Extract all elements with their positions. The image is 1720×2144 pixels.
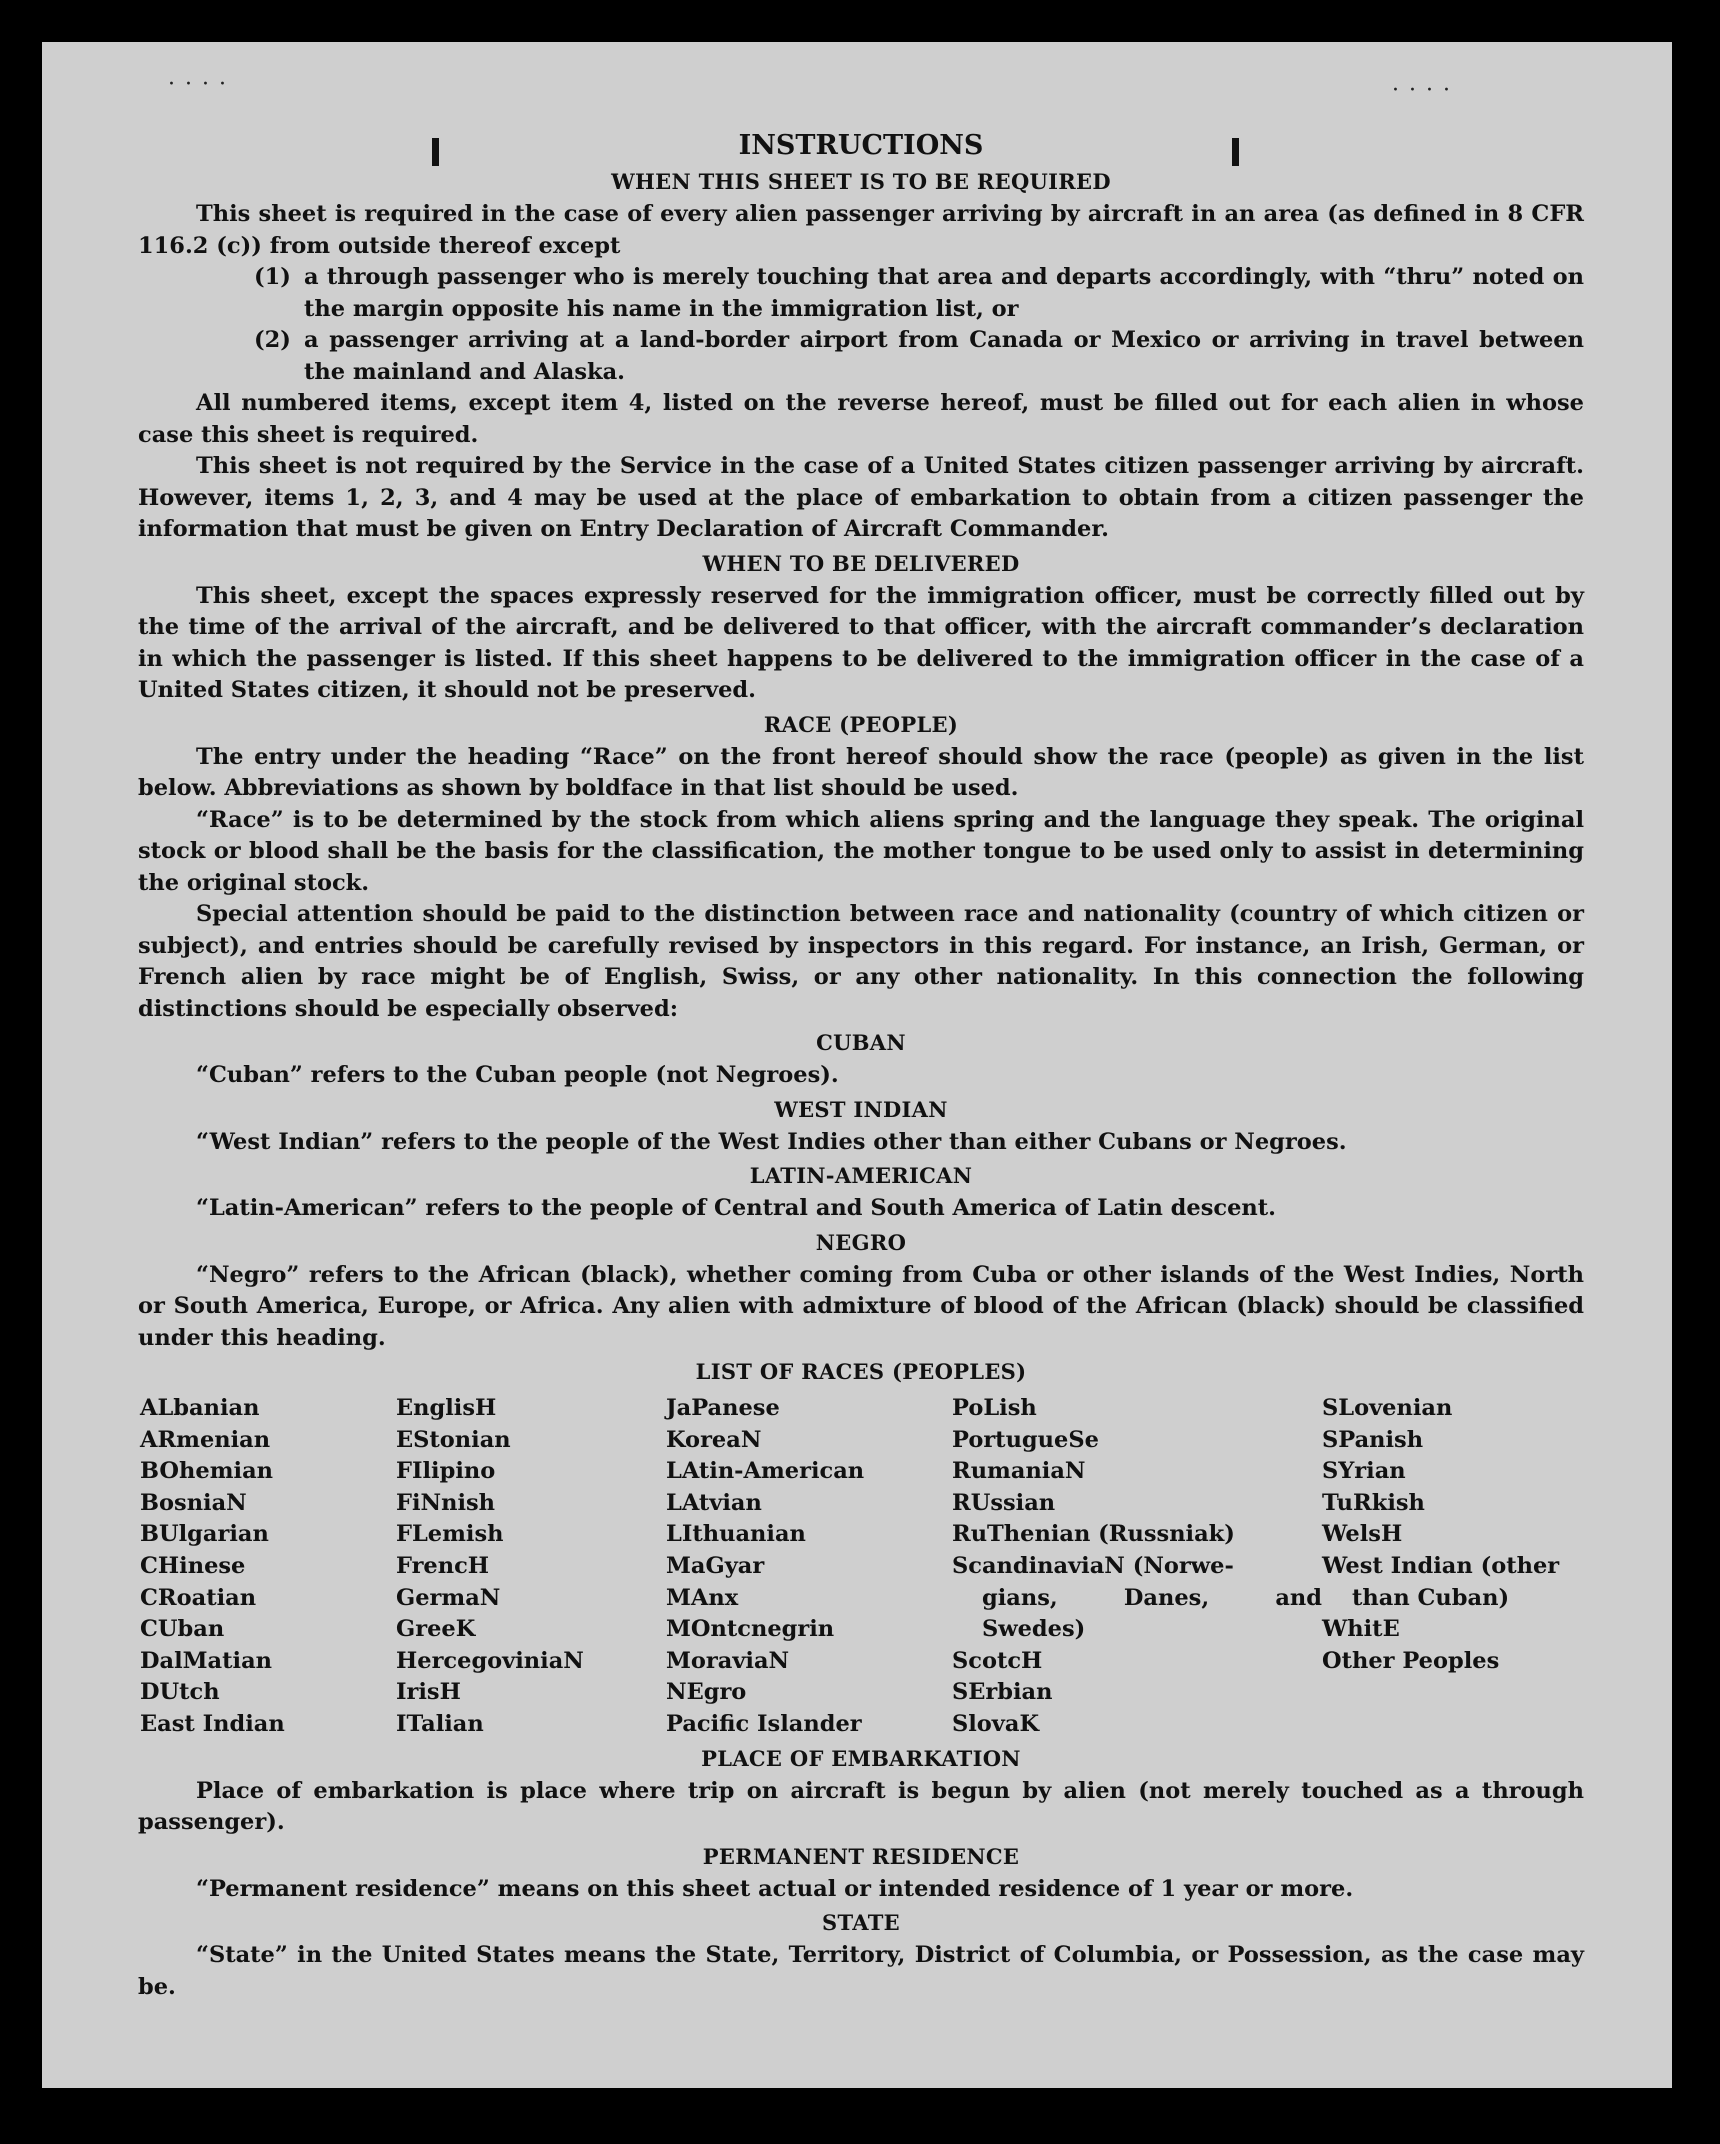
list-item bbox=[254, 262, 1584, 325]
section-heading: LATIN-AMERICAN bbox=[749, 1163, 973, 1188]
paragraph: “Race” is to be determined by the stock from which aliens spring and the language they speak. The original stock or blood shall be the basis for the classification, the mother tongue to be used only to assist in determining the original stock. bbox=[138, 806, 1584, 896]
race-entry: DalMatian bbox=[140, 1647, 273, 1674]
races-column bbox=[1322, 1393, 1586, 1741]
paragraph: “Permanent residence” means on this sheet actual or intended residence of 1 year or more. bbox=[196, 1875, 1354, 1902]
race-entry: Other Peoples bbox=[1322, 1647, 1500, 1674]
race-entry: ScandinaviaN (Norwe- bbox=[952, 1552, 1234, 1579]
race-entry: BOhemian bbox=[140, 1458, 274, 1485]
section-heading: PLACE OF EMBARKATION bbox=[701, 1745, 1021, 1771]
race-entry: ScotcH bbox=[952, 1647, 1043, 1674]
paragraph: This sheet is not required by the Service in the case of a United States citizen passenger arriving by aircraft. However, items 1, 2, 3, and 4 may be used at the place of embarkation to obtain from a citizen passenger the information that must be given on Entry Declaration of Aircraft Commander. bbox=[138, 453, 1584, 542]
race-entry: Swedes) bbox=[982, 1616, 1086, 1643]
race-entry: CUban bbox=[140, 1616, 225, 1643]
race-entry: MoraviaN bbox=[666, 1647, 790, 1674]
race-entry: IrisH bbox=[396, 1679, 461, 1706]
section-heading: RACE (PEOPLE) bbox=[763, 711, 959, 737]
races-column bbox=[952, 1393, 1322, 1741]
paragraph: “Latin-American” refers to the people of Central and South America of Latin descent. bbox=[196, 1195, 1276, 1221]
race-entry: ALbanian bbox=[140, 1395, 260, 1421]
item-number: (1) bbox=[254, 264, 291, 290]
race-entry: SlovaK bbox=[952, 1710, 1040, 1737]
race-entry: EStonian bbox=[396, 1426, 511, 1453]
list-item bbox=[254, 325, 1584, 388]
scan-specks: ···· bbox=[1392, 78, 1460, 103]
races-column bbox=[140, 1393, 396, 1741]
paragraph: Place of embarkation is place where trip on aircraft is begun by alien (not merely touched as a through passenger). bbox=[138, 1777, 1584, 1836]
races-group bbox=[1322, 1583, 1586, 1615]
race-entry: East Indian bbox=[140, 1710, 285, 1737]
race-entry: FrencH bbox=[396, 1552, 490, 1579]
race-entry: SYrian bbox=[1322, 1458, 1406, 1485]
race-entry: NEgro bbox=[666, 1679, 747, 1706]
races-group bbox=[952, 1393, 1322, 1583]
race-entry: PoLish bbox=[952, 1395, 1037, 1421]
race-entry: RuThenian (Russniak) bbox=[952, 1521, 1235, 1548]
race-entry: JaPanese bbox=[666, 1395, 780, 1421]
section-heading: STATE bbox=[822, 1910, 900, 1936]
race-entry: LAtin-American bbox=[666, 1458, 865, 1485]
scan-specks: ···· bbox=[168, 72, 236, 97]
race-entry: RumaniaN bbox=[952, 1458, 1086, 1485]
race-entry: than Cuban) bbox=[1352, 1584, 1510, 1611]
paragraph: “Negro” refers to the African (black), whether coming from Cuba or other islands of the West Indies, North or South America, Europe, or Africa. Any alien with admixture of blood of the African (black) should be classified under this heading. bbox=[138, 1261, 1584, 1351]
races-group bbox=[1322, 1393, 1586, 1583]
races-group bbox=[952, 1646, 1322, 1741]
section-heading: CUBAN bbox=[816, 1030, 906, 1055]
race-entry: GermaN bbox=[396, 1584, 501, 1611]
race-entry: Pacific Islander bbox=[666, 1710, 862, 1737]
paragraph: Special attention should be paid to the distinction between race and nationality (country of which citizen or subject), and entries should be carefully revised by inspectors in this regard. For instance, an Irish, German, or French alien by race might be of English, Swiss, or any other nationality. In this connection the following distinctions should be especially observed: bbox=[138, 901, 1584, 1022]
race-entry: MOntcnegrin bbox=[666, 1616, 835, 1643]
section-heading: WHEN THIS SHEET IS TO BE REQUIRED bbox=[611, 169, 1111, 194]
race-entry: LAtvian bbox=[666, 1489, 762, 1516]
races-list bbox=[140, 1393, 1584, 1741]
race-entry: West Indian (other bbox=[1322, 1552, 1560, 1579]
race-entry: CRoatian bbox=[140, 1584, 257, 1611]
paragraph: The entry under the heading “Race” on the front hereof should show the race (people) as given in the list below. Abbreviations as shown by boldface in that list should be used. bbox=[138, 743, 1584, 801]
race-entry: BUlgarian bbox=[140, 1521, 269, 1548]
race-entry: FiNnish bbox=[396, 1489, 496, 1516]
paragraph: “West Indian” refers to the people of the West Indies other than either Cubans or Negroes. bbox=[196, 1128, 1347, 1155]
paragraph: “Cuban” refers to the Cuban people (not Negroes). bbox=[196, 1062, 839, 1088]
race-entry: SPanish bbox=[1322, 1426, 1424, 1453]
document-sheet bbox=[42, 42, 1672, 2088]
race-entry: ITalian bbox=[396, 1710, 484, 1737]
instructions-content bbox=[138, 128, 1584, 2003]
race-entry: EnglisH bbox=[396, 1395, 497, 1421]
races-column bbox=[396, 1393, 666, 1741]
page-title: INSTRUCTIONS bbox=[738, 130, 984, 161]
race-entry: DUtch bbox=[140, 1679, 220, 1706]
race-entry: MAnx bbox=[666, 1584, 739, 1611]
race-entry: LIthuanian bbox=[666, 1521, 806, 1548]
race-entry: PortugueSe bbox=[952, 1426, 1099, 1453]
paragraph: All numbered items, except item 4, listed on the reverse hereof, must be filled out for each alien in whose case this sheet is required. bbox=[138, 390, 1584, 448]
race-entry: MaGyar bbox=[666, 1552, 765, 1579]
race-entry: SErbian bbox=[952, 1679, 1053, 1706]
item-number: (2) bbox=[254, 327, 291, 353]
race-entry: CHinese bbox=[140, 1552, 246, 1579]
race-entry: HercegoviniaN bbox=[396, 1647, 584, 1674]
race-entry: BosniaN bbox=[140, 1489, 247, 1516]
item-text: a through passenger who is merely touching that area and departs accordingly, with “thru” noted on the margin opposite his name in the immigration list, or bbox=[304, 264, 1584, 322]
race-entry: KoreaN bbox=[666, 1426, 762, 1453]
section-heading: LIST OF RACES (PEOPLES) bbox=[695, 1359, 1027, 1384]
section-heading: NEGRO bbox=[815, 1229, 907, 1255]
races-group bbox=[952, 1583, 1322, 1646]
race-entry: ARmenian bbox=[140, 1426, 271, 1453]
race-entry: GreeK bbox=[396, 1616, 476, 1643]
race-entry: RUssian bbox=[952, 1489, 1056, 1516]
section-heading: WEST INDIAN bbox=[774, 1096, 948, 1122]
race-entry: TuRkish bbox=[1322, 1489, 1425, 1516]
section-heading: WHEN TO BE DELIVERED bbox=[702, 550, 1020, 576]
race-entry: FLemish bbox=[396, 1521, 504, 1548]
races-column bbox=[666, 1393, 952, 1741]
paragraph: This sheet, except the spaces expressly reserved for the immigration officer, must be correctly filled out by the time of the arrival of the aircraft, and be delivered to that officer, with the aircraft commander’s declaration in which the passenger is listed. If this sheet happens to be delivered to the immigration officer in the case of a United States citizen, it should not be preserved. bbox=[138, 582, 1584, 703]
section-heading: PERMANENT RESIDENCE bbox=[702, 1843, 1020, 1869]
race-entry: WelsH bbox=[1322, 1521, 1403, 1548]
race-entry: FIlipino bbox=[396, 1458, 496, 1485]
item-text: a passenger arriving at a land-border airport from Canada or Mexico or arriving in travel between the mainland and Alaska. bbox=[304, 327, 1584, 385]
races-group bbox=[1322, 1614, 1586, 1677]
paragraph: “State” in the United States means the State, Territory, District of Columbia, or Possession, as the case may be. bbox=[138, 1942, 1584, 2000]
paragraph: This sheet is required in the case of every alien passenger arriving by aircraft in an area (as defined in 8 CFR 116.2 (c)) from outside thereof except bbox=[138, 201, 1584, 259]
race-entry: WhitE bbox=[1322, 1616, 1400, 1643]
race-entry: SLovenian bbox=[1322, 1395, 1453, 1421]
race-entry: gians, Danes, and bbox=[982, 1584, 1322, 1611]
